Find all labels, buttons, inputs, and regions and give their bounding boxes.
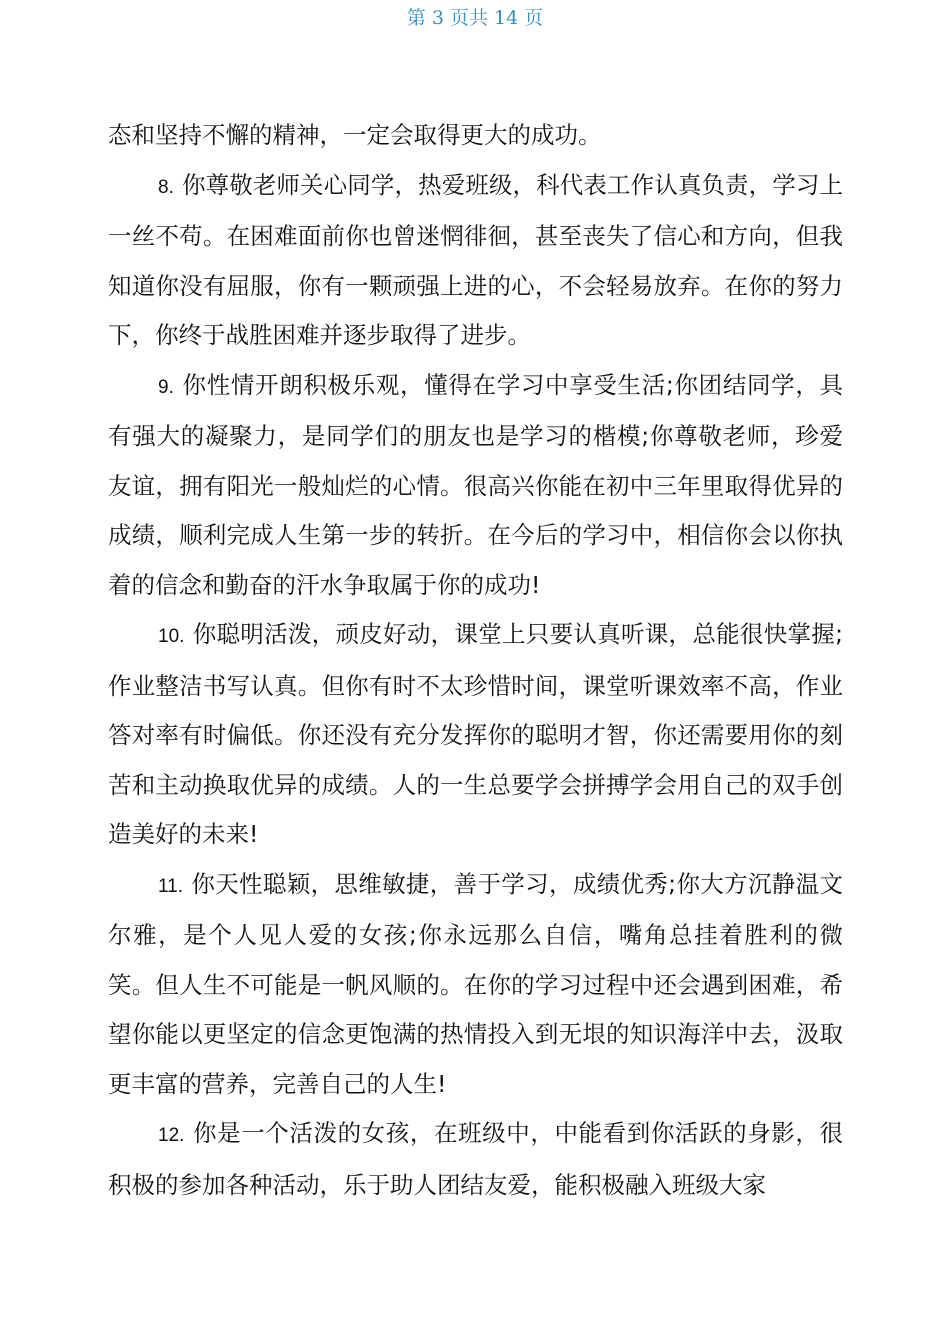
paragraph-item-8	[108, 161, 843, 361]
document-body	[108, 111, 843, 1210]
paragraph-item-11	[108, 860, 843, 1110]
item-number: 8.	[158, 176, 174, 198]
paragraph-text: 你聪明活泼，顽皮好动，课堂上只要认真听课，总能很快掌握;作业整洁书写认真。但你有时不太珍惜时间，课堂听课效率不高，作业答对率有时偏低。你还没有充分发挥你的聪明才智，你还需要用你的刻苦和主动换取优异的成绩。人的一生总要学会拼搏学会用自己的双手创造美好的未来!	[108, 620, 843, 848]
item-number: 10.	[158, 626, 185, 647]
paragraph-text: 你性情开朗积极乐观，懂得在学习中享受生活;你团结同学，具有强大的凝聚力，是同学们的朋友也是学习的楷模;你尊敬老师，珍爱友谊，拥有阳光一般灿烂的心情。很高兴你能在初中三年里取得优异的成绩，顺利完成人生第一步的转折。在今后的学习中，相信你会以你执着的信念和勤奋的汗水争取属于你的成功!	[108, 370, 843, 599]
paragraph-text: 你天性聪颖，思维敏捷，善于学习，成绩优秀;你大方沉静温文尔雅，是个人见人爱的女孩;你永远那么自信，嘴角总挂着胜利的微笑。但人生不可能是一帆风顺的。在你的学习过程中还会遇到困难，希望你能以更坚定的信念更饱满的热情投入到无垠的知识海洋中去，汲取更丰富的营养，完善自己的人生!	[108, 869, 843, 1098]
page-indicator: 第 3 页共 14 页	[406, 7, 544, 29]
paragraph-text: 你尊敬老师关心同学，热爱班级，科代表工作认真负责，学习上一丝不苟。在困难面前你也曾迷惘徘徊，甚至丧失了信心和方向，但我知道你没有屈服，你有一颗顽强上进的心，不会轻易放弃。在你的努力下，你终于战胜困难并逐步取得了进步。	[108, 170, 843, 349]
item-number: 11.	[158, 875, 184, 897]
paragraph-continuation	[108, 111, 843, 161]
item-number: 12.	[158, 1125, 185, 1146]
paragraph-item-10	[108, 610, 843, 860]
paragraph-text: 你是一个活泼的女孩，在班级中，中能看到你活跃的身影，很积极的参加各种活动，乐于助人团结友爱，能积极融入班级大家	[108, 1119, 843, 1199]
item-number: 9.	[158, 376, 174, 398]
paragraph-item-12	[108, 1109, 843, 1210]
paragraph-text: 态和坚持不懈的精神，一定会取得更大的成功。	[108, 121, 602, 149]
paragraph-item-9	[108, 361, 843, 611]
